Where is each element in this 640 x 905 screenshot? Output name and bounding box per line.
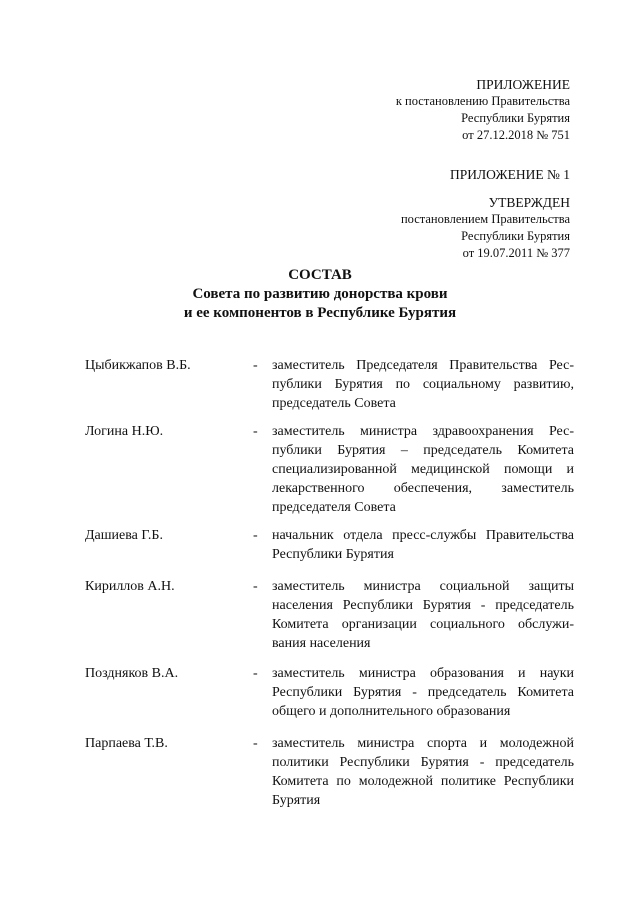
member-role: заместитель министра здравоохранения Республики Бурятия – председатель Комитета специализированной медицинской помощи и лекарственного обеспечения, заместитель председателя Совета [272,424,574,515]
member-name: Дашиева Г.Б. [85,528,163,543]
member-name: Логина Н.Ю. [85,424,164,439]
member-dash: - [253,358,258,373]
member-role: заместитель Председателя Правительства Республики Бурятия по социальному развитию, председатель Совета [272,358,574,411]
member-name: Кириллов А.Н. [85,579,175,594]
member-name: Цыбикжапов В.Б. [85,358,191,373]
member-name: Поздняков В.А. [85,666,179,681]
title-line-1: СОСТАВ [288,267,352,283]
member-dash: - [253,666,258,681]
annex-number-header [450,166,570,183]
member-name: Парпаева Т.В. [85,736,168,751]
member-role: начальник отдела пресс-службы Правительства Республики Бурятия [272,528,574,562]
member-dash: - [253,736,258,751]
title-line-2: Совета по развитию донорства крови [192,286,448,302]
annex-label: ПРИЛОЖЕНИЕ [476,77,570,92]
approved-header [401,194,570,262]
member-role: заместитель министра спорта и молодежной политики Республики Бурятия - председатель Комитета по молодежной политике Республики Бурятия [272,736,574,808]
annex-header [396,76,570,144]
approved-label: УТВЕРЖДЕН [488,195,570,210]
member-dash: - [253,424,258,439]
member-dash: - [253,579,258,594]
annex-number-label: ПРИЛОЖЕНИЕ № 1 [449,167,570,182]
approved-resolution-line: постановлением Правительства [400,212,570,226]
approved-date-line: от 19.07.2011 № 377 [462,246,570,260]
member-role: заместитель министра образования и науки Республики Бурятия - председатель Комитета общего и дополнительного образования [272,666,574,719]
member-role: заместитель министра социальной защиты населения Республики Бурятия - председатель Комитета организации социального обслуживания населения [272,579,574,651]
annex-date-line: от 27.12.2018 № 751 [462,128,570,142]
approved-republic-line: Республики Бурятия [461,229,570,243]
member-dash: - [253,528,258,543]
annex-republic-line: Республики Бурятия [461,111,570,125]
title-line-3: и ее компонентов в Республике Бурятия [183,305,457,321]
annex-resolution-line: к постановлению Правительства [395,94,570,108]
document-title [0,266,640,323]
